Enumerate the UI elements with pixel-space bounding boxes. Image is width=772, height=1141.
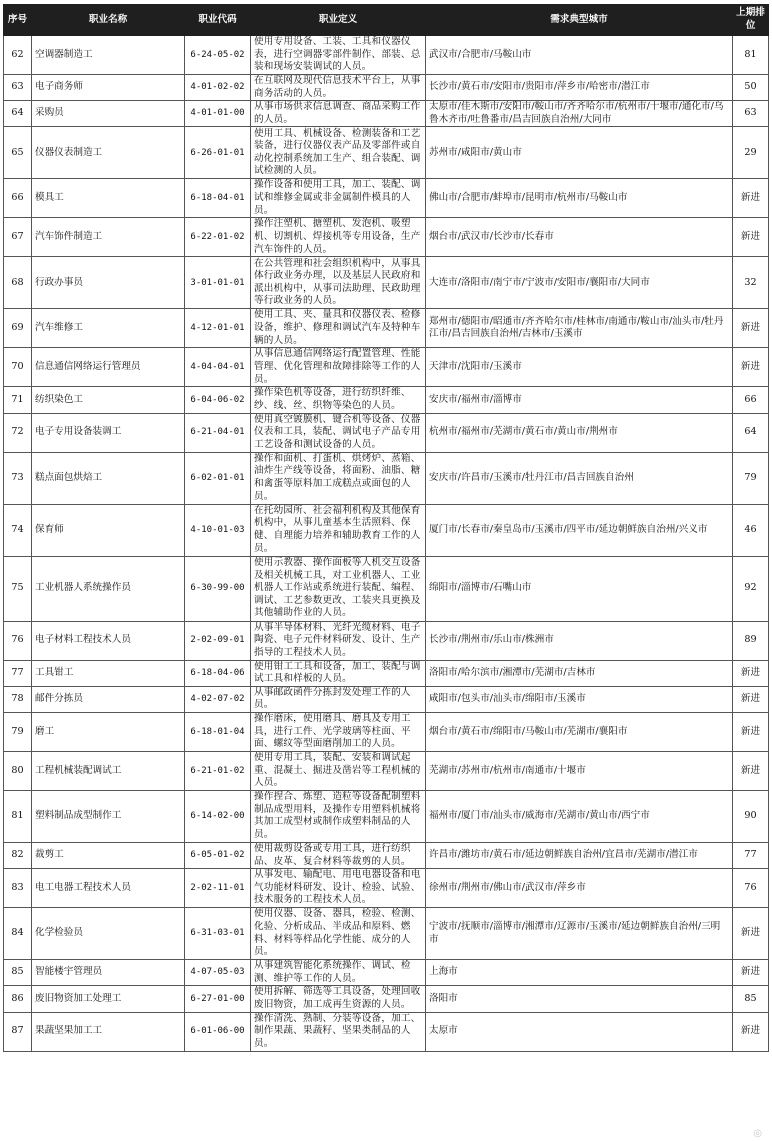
- cell-typical-cities: 安庆市/许昌市/玉溪市/牡丹江市/昌吉回族自治州: [426, 452, 733, 504]
- cell-previous-rank: 81: [733, 36, 769, 75]
- cell-no: 76: [4, 621, 32, 660]
- cell-no: 77: [4, 660, 32, 686]
- cell-occupation-code: 2-02-09-01: [185, 621, 251, 660]
- cell-occupation-definition: 从事半导体材料、光纤光缆材料、电子陶瓷、电子元件材料研发、设计、生产指导的工程技术人员。: [251, 621, 426, 660]
- table-row: [4, 686, 769, 712]
- cell-no: 71: [4, 387, 32, 413]
- cell-previous-rank: 64: [733, 413, 769, 452]
- cell-typical-cities: 许昌市/潍坊市/黄石市/延边朝鲜族自治州/宜昌市/芜湖市/潜江市: [426, 842, 733, 868]
- cell-no: 83: [4, 869, 32, 908]
- cell-occupation-code: 6-21-01-02: [185, 751, 251, 790]
- cell-typical-cities: 厦门市/长春市/秦皇岛市/玉溪市/四平市/延边朝鲜族自治州/兴义市: [426, 504, 733, 556]
- cell-typical-cities: 太原市: [426, 1012, 733, 1051]
- cell-occupation-name: 废旧物资加工处理工: [32, 986, 185, 1012]
- cell-occupation-definition: 使用裁剪设备或专用工具，进行纺织品、皮革、复合材料等裁剪的人员。: [251, 842, 426, 868]
- cell-no: 73: [4, 452, 32, 504]
- cell-occupation-name: 采购员: [32, 101, 185, 127]
- cell-previous-rank: 79: [733, 452, 769, 504]
- cell-occupation-definition: 操作磨床，使用磨具、磨具及专用工具，进行工件、光学玻璃等柱面、平面、螺纹等型面磨削加工的人员。: [251, 712, 426, 751]
- table-row: [4, 257, 769, 309]
- cell-typical-cities: 烟台市/黄石市/绵阳市/马鞍山市/芜湖市/襄阳市: [426, 712, 733, 751]
- cell-occupation-code: 6-18-04-01: [185, 179, 251, 218]
- cell-occupation-name: 工具钳工: [32, 660, 185, 686]
- table-row: [4, 36, 769, 75]
- cell-previous-rank: 66: [733, 387, 769, 413]
- cell-occupation-definition: 使用拆解、筛选等工具设备，处理回收废旧物资，加工成再生资源的人员。: [251, 986, 426, 1012]
- cell-occupation-definition: 从事市场供求信息调查、商品采购工作的人员。: [251, 101, 426, 127]
- cell-occupation-name: 糕点面包烘焙工: [32, 452, 185, 504]
- table-row: [4, 179, 769, 218]
- cell-occupation-name: 磨工: [32, 712, 185, 751]
- cell-typical-cities: 洛阳市/哈尔滨市/湘潭市/芜湖市/吉林市: [426, 660, 733, 686]
- cell-previous-rank: 新进: [733, 1012, 769, 1051]
- cell-previous-rank: 29: [733, 127, 769, 179]
- table-row: [4, 751, 769, 790]
- cell-occupation-definition: 操作清洗、熟制、分装等设备，加工、制作果蔬、果蔬籽、坚果类制品的人员。: [251, 1012, 426, 1051]
- cell-no: 78: [4, 686, 32, 712]
- cell-occupation-code: 4-07-05-03: [185, 960, 251, 986]
- cell-occupation-name: 果蔬坚果加工工: [32, 1012, 185, 1051]
- cell-occupation-definition: 从事建筑智能化系统操作、调试、检测、维护等工作的人员。: [251, 960, 426, 986]
- cell-occupation-code: 3-01-01-01: [185, 257, 251, 309]
- cell-occupation-definition: 操作染色机等设备，进行纺织纤维、纱、线、丝、织物等染色的人员。: [251, 387, 426, 413]
- cell-occupation-code: 6-27-01-00: [185, 986, 251, 1012]
- table-row: [4, 348, 769, 387]
- cell-occupation-code: 6-18-01-04: [185, 712, 251, 751]
- cell-occupation-code: 6-18-04-06: [185, 660, 251, 686]
- cell-previous-rank: 46: [733, 504, 769, 556]
- cell-typical-cities: 安庆市/福州市/淄博市: [426, 387, 733, 413]
- cell-typical-cities: 天津市/沈阳市/玉溪市: [426, 348, 733, 387]
- cell-no: 68: [4, 257, 32, 309]
- cell-previous-rank: 90: [733, 790, 769, 842]
- table-row: [4, 960, 769, 986]
- cell-occupation-definition: 使用真空镀膜机、键合机等设备、仪器仪表和工具，装配、调试电子产品专用工艺设备和测试设备的人员。: [251, 413, 426, 452]
- cell-previous-rank: 89: [733, 621, 769, 660]
- table-row: [4, 127, 769, 179]
- cell-no: 64: [4, 101, 32, 127]
- cell-previous-rank: 新进: [733, 960, 769, 986]
- cell-occupation-name: 工业机器人系统操作员: [32, 556, 185, 621]
- cell-occupation-definition: 从事邮政函件分拣封发处理工作的人员。: [251, 686, 426, 712]
- cell-occupation-code: 2-02-11-01: [185, 869, 251, 908]
- cell-occupation-code: 6-24-05-02: [185, 36, 251, 75]
- cell-no: 62: [4, 36, 32, 75]
- occupation-demand-table: [3, 4, 769, 1052]
- header-cities: 需求典型城市: [426, 5, 733, 36]
- cell-previous-rank: 76: [733, 869, 769, 908]
- cell-occupation-definition: 在托幼园所、社会福利机构及其他保育机构中，从事儿童基本生活照料、保健、自理能力培养和辅助教育工作的人员。: [251, 504, 426, 556]
- cell-previous-rank: 新进: [733, 218, 769, 257]
- cell-occupation-definition: 操作和面机、打蛋机、烘烤炉、蒸箱、油炸生产线等设备，将面粉、油脂、糖和禽蛋等原料加工成糕点或面包的人员。: [251, 452, 426, 504]
- table-row: [4, 504, 769, 556]
- cell-typical-cities: 徐州市/荆州市/佛山市/武汉市/萍乡市: [426, 869, 733, 908]
- cell-occupation-definition: 使用工具、机械设备、检测装备和工艺装备，进行仪器仪表产品及零部件或自动化控制系统加工生产、组合装配、调试检测的人员。: [251, 127, 426, 179]
- table-row: [4, 218, 769, 257]
- cell-no: 66: [4, 179, 32, 218]
- cell-occupation-name: 模具工: [32, 179, 185, 218]
- cell-occupation-definition: 在公共管理和社会组织机构中，从事具体行政业务办理，以及基层人民政府和派出机构中，从事司法助理、民政助理等行政业务的人员。: [251, 257, 426, 309]
- cell-occupation-code: 6-05-01-02: [185, 842, 251, 868]
- cell-typical-cities: 上海市: [426, 960, 733, 986]
- cell-occupation-definition: 使用专用设备、工装、工具和仪器仪表，进行空调器零部件制作、部装、总装和现场安装调试的人员。: [251, 36, 426, 75]
- cell-occupation-name: 信息通信网络运行管理员: [32, 348, 185, 387]
- cell-occupation-definition: 在互联网及现代信息技术平台上，从事商务活动的人员。: [251, 75, 426, 101]
- cell-typical-cities: 郑州市/德阳市/昭通市/齐齐哈尔市/桂林市/南通市/鞍山市/汕头市/牡丹江市/昌吉回族自治州/吉林市/玉溪市: [426, 309, 733, 348]
- cell-previous-rank: 新进: [733, 348, 769, 387]
- cell-typical-cities: 大连市/洛阳市/南宁市/宁波市/安阳市/襄阳市/大同市: [426, 257, 733, 309]
- table-row: [4, 413, 769, 452]
- cell-occupation-name: 塑料制品成型制作工: [32, 790, 185, 842]
- table-row: [4, 908, 769, 960]
- cell-no: 75: [4, 556, 32, 621]
- header-definition: 职业定义: [251, 5, 426, 36]
- table-row: [4, 869, 769, 908]
- cell-no: 63: [4, 75, 32, 101]
- table-row: [4, 387, 769, 413]
- cell-occupation-name: 裁剪工: [32, 842, 185, 868]
- cell-typical-cities: 苏州市/咸阳市/黄山市: [426, 127, 733, 179]
- cell-typical-cities: 洛阳市: [426, 986, 733, 1012]
- cell-typical-cities: 宁波市/抚顺市/淄博市/湘潭市/辽源市/玉溪市/延边朝鲜族自治州/三明市: [426, 908, 733, 960]
- cell-occupation-definition: 从事发电、输配电、用电电器设备和电气功能材料研发、设计、检验、试验、技术服务的工程技术人员。: [251, 869, 426, 908]
- cell-occupation-name: 智能楼宇管理员: [32, 960, 185, 986]
- cell-occupation-code: 6-02-01-01: [185, 452, 251, 504]
- cell-occupation-code: 6-04-06-02: [185, 387, 251, 413]
- cell-no: 74: [4, 504, 32, 556]
- occupation-table-wrapper: [3, 4, 768, 1052]
- cell-previous-rank: 新进: [733, 309, 769, 348]
- cell-no: 79: [4, 712, 32, 751]
- cell-typical-cities: 福州市/厦门市/汕头市/威海市/芜湖市/黄山市/西宁市: [426, 790, 733, 842]
- cell-typical-cities: 长沙市/荆州市/乐山市/株洲市: [426, 621, 733, 660]
- cell-occupation-name: 空调器制造工: [32, 36, 185, 75]
- cell-previous-rank: 85: [733, 986, 769, 1012]
- cell-no: 86: [4, 986, 32, 1012]
- cell-previous-rank: 新进: [733, 686, 769, 712]
- cell-occupation-code: 4-12-01-01: [185, 309, 251, 348]
- cell-typical-cities: 佛山市/合肥市/蚌埠市/昆明市/杭州市/马鞍山市: [426, 179, 733, 218]
- cell-occupation-definition: 操作注塑机、搪塑机、发泡机、吸塑机、切割机、焊接机等专用设备，生产汽车饰件的人员。: [251, 218, 426, 257]
- cell-occupation-code: 4-02-07-02: [185, 686, 251, 712]
- cell-occupation-definition: 使用示教器、操作面板等人机交互设备及相关机械工具，对工业机器人、工业机器人工作站或系统进行装配、编程、调试、工艺参数更改、工装夹具更换及其他辅助作业的人员。: [251, 556, 426, 621]
- cell-occupation-code: 4-01-01-00: [185, 101, 251, 127]
- cell-previous-rank: 新进: [733, 179, 769, 218]
- cell-occupation-definition: 使用专用工具，装配、安装和调试起重、混凝土、掘进及凿岩等工程机械的人员。: [251, 751, 426, 790]
- cell-no: 82: [4, 842, 32, 868]
- cell-occupation-definition: 使用仪器、设备、器具，检验、检测、化验、分析成品、半成品和原料、燃料、材料等样品化学性能、成分的人员。: [251, 908, 426, 960]
- cell-occupation-code: 4-01-02-02: [185, 75, 251, 101]
- table-row: [4, 842, 769, 868]
- cell-occupation-code: 6-31-03-01: [185, 908, 251, 960]
- table-row: [4, 986, 769, 1012]
- cell-occupation-code: 6-26-01-01: [185, 127, 251, 179]
- table-row: [4, 712, 769, 751]
- table-row: [4, 660, 769, 686]
- cell-occupation-name: 行政办事员: [32, 257, 185, 309]
- cell-occupation-code: 6-30-99-00: [185, 556, 251, 621]
- header-name: 职业名称: [32, 5, 185, 36]
- cell-occupation-definition: 操作设备和使用工具，加工、装配、调试和维修金属或非金属制件模具的人员。: [251, 179, 426, 218]
- cell-occupation-name: 电工电器工程技术人员: [32, 869, 185, 908]
- cell-occupation-name: 工程机械装配调试工: [32, 751, 185, 790]
- cell-occupation-code: 6-21-04-01: [185, 413, 251, 452]
- cell-previous-rank: 32: [733, 257, 769, 309]
- cell-occupation-definition: 从事信息通信网络运行配置管理、性能管理、优化管理和故障排除等工作的人员。: [251, 348, 426, 387]
- cell-no: 72: [4, 413, 32, 452]
- table-row: [4, 1012, 769, 1051]
- cell-occupation-code: 6-01-06-00: [185, 1012, 251, 1051]
- cell-previous-rank: 92: [733, 556, 769, 621]
- cell-typical-cities: 太原市/佳木斯市/安阳市/鞍山市/齐齐哈尔市/杭州市/十堰市/通化市/乌鲁木齐市/吐鲁番市/昌吉回族自治州/大同市: [426, 101, 733, 127]
- cell-no: 69: [4, 309, 32, 348]
- cell-occupation-name: 电子材料工程技术人员: [32, 621, 185, 660]
- cell-occupation-name: 汽车维修工: [32, 309, 185, 348]
- cell-occupation-name: 电子商务师: [32, 75, 185, 101]
- cell-occupation-name: 化学检验员: [32, 908, 185, 960]
- cell-occupation-name: 邮件分拣员: [32, 686, 185, 712]
- cell-occupation-name: 纺织染色工: [32, 387, 185, 413]
- header-no: 序号: [4, 5, 32, 36]
- table-row: [4, 621, 769, 660]
- cell-occupation-code: 4-04-04-01: [185, 348, 251, 387]
- cell-no: 70: [4, 348, 32, 387]
- cell-typical-cities: 绵阳市/淄博市/石嘴山市: [426, 556, 733, 621]
- cell-no: 84: [4, 908, 32, 960]
- cell-occupation-code: 6-14-02-00: [185, 790, 251, 842]
- cell-previous-rank: 50: [733, 75, 769, 101]
- cell-typical-cities: 芜湖市/苏州市/杭州市/南通市/十堰市: [426, 751, 733, 790]
- cell-no: 81: [4, 790, 32, 842]
- cell-no: 65: [4, 127, 32, 179]
- cell-previous-rank: 新进: [733, 908, 769, 960]
- table-body: [4, 36, 769, 1052]
- table-row: [4, 556, 769, 621]
- cell-previous-rank: 63: [733, 101, 769, 127]
- cell-previous-rank: 77: [733, 842, 769, 868]
- cell-occupation-definition: 使用钳工工具和设备，加工、装配与调试工具和样板的人员。: [251, 660, 426, 686]
- table-row: [4, 452, 769, 504]
- cell-occupation-name: 仪器仪表制造工: [32, 127, 185, 179]
- cell-occupation-code: 4-10-01-03: [185, 504, 251, 556]
- table-row: [4, 75, 769, 101]
- cell-occupation-name: 保育师: [32, 504, 185, 556]
- cell-typical-cities: 咸阳市/包头市/汕头市/绵阳市/玉溪市: [426, 686, 733, 712]
- cell-no: 67: [4, 218, 32, 257]
- cell-no: 85: [4, 960, 32, 986]
- cell-no: 87: [4, 1012, 32, 1051]
- cell-typical-cities: 武汉市/合肥市/马鞍山市: [426, 36, 733, 75]
- cell-previous-rank: 新进: [733, 751, 769, 790]
- watermark-icon: ◎: [753, 1128, 762, 1139]
- cell-previous-rank: 新进: [733, 660, 769, 686]
- cell-typical-cities: 长沙市/黄石市/安阳市/贵阳市/萍乡市/哈密市/潜江市: [426, 75, 733, 101]
- cell-occupation-code: 6-22-01-02: [185, 218, 251, 257]
- cell-typical-cities: 杭州市/福州市/芜湖市/黄石市/黄山市/荆州市: [426, 413, 733, 452]
- cell-occupation-definition: 操作捏合、炼塑、造粒等设备配制塑料制品成型用料，及操作专用塑料机械将其加工成型材或制作成塑料制品的人员。: [251, 790, 426, 842]
- cell-occupation-name: 汽车饰件制造工: [32, 218, 185, 257]
- header-rank: 上期排位: [733, 5, 769, 36]
- cell-occupation-name: 电子专用设备装调工: [32, 413, 185, 452]
- table-row: [4, 790, 769, 842]
- table-row: [4, 101, 769, 127]
- cell-no: 80: [4, 751, 32, 790]
- table-header-row: [4, 5, 769, 36]
- cell-previous-rank: 新进: [733, 712, 769, 751]
- cell-typical-cities: 烟台市/武汉市/长沙市/长春市: [426, 218, 733, 257]
- header-code: 职业代码: [185, 5, 251, 36]
- cell-occupation-definition: 使用工具、夹、量具和仪器仪表、检修设备，维护、修理和调试汽车及特种车辆的人员。: [251, 309, 426, 348]
- table-row: [4, 309, 769, 348]
